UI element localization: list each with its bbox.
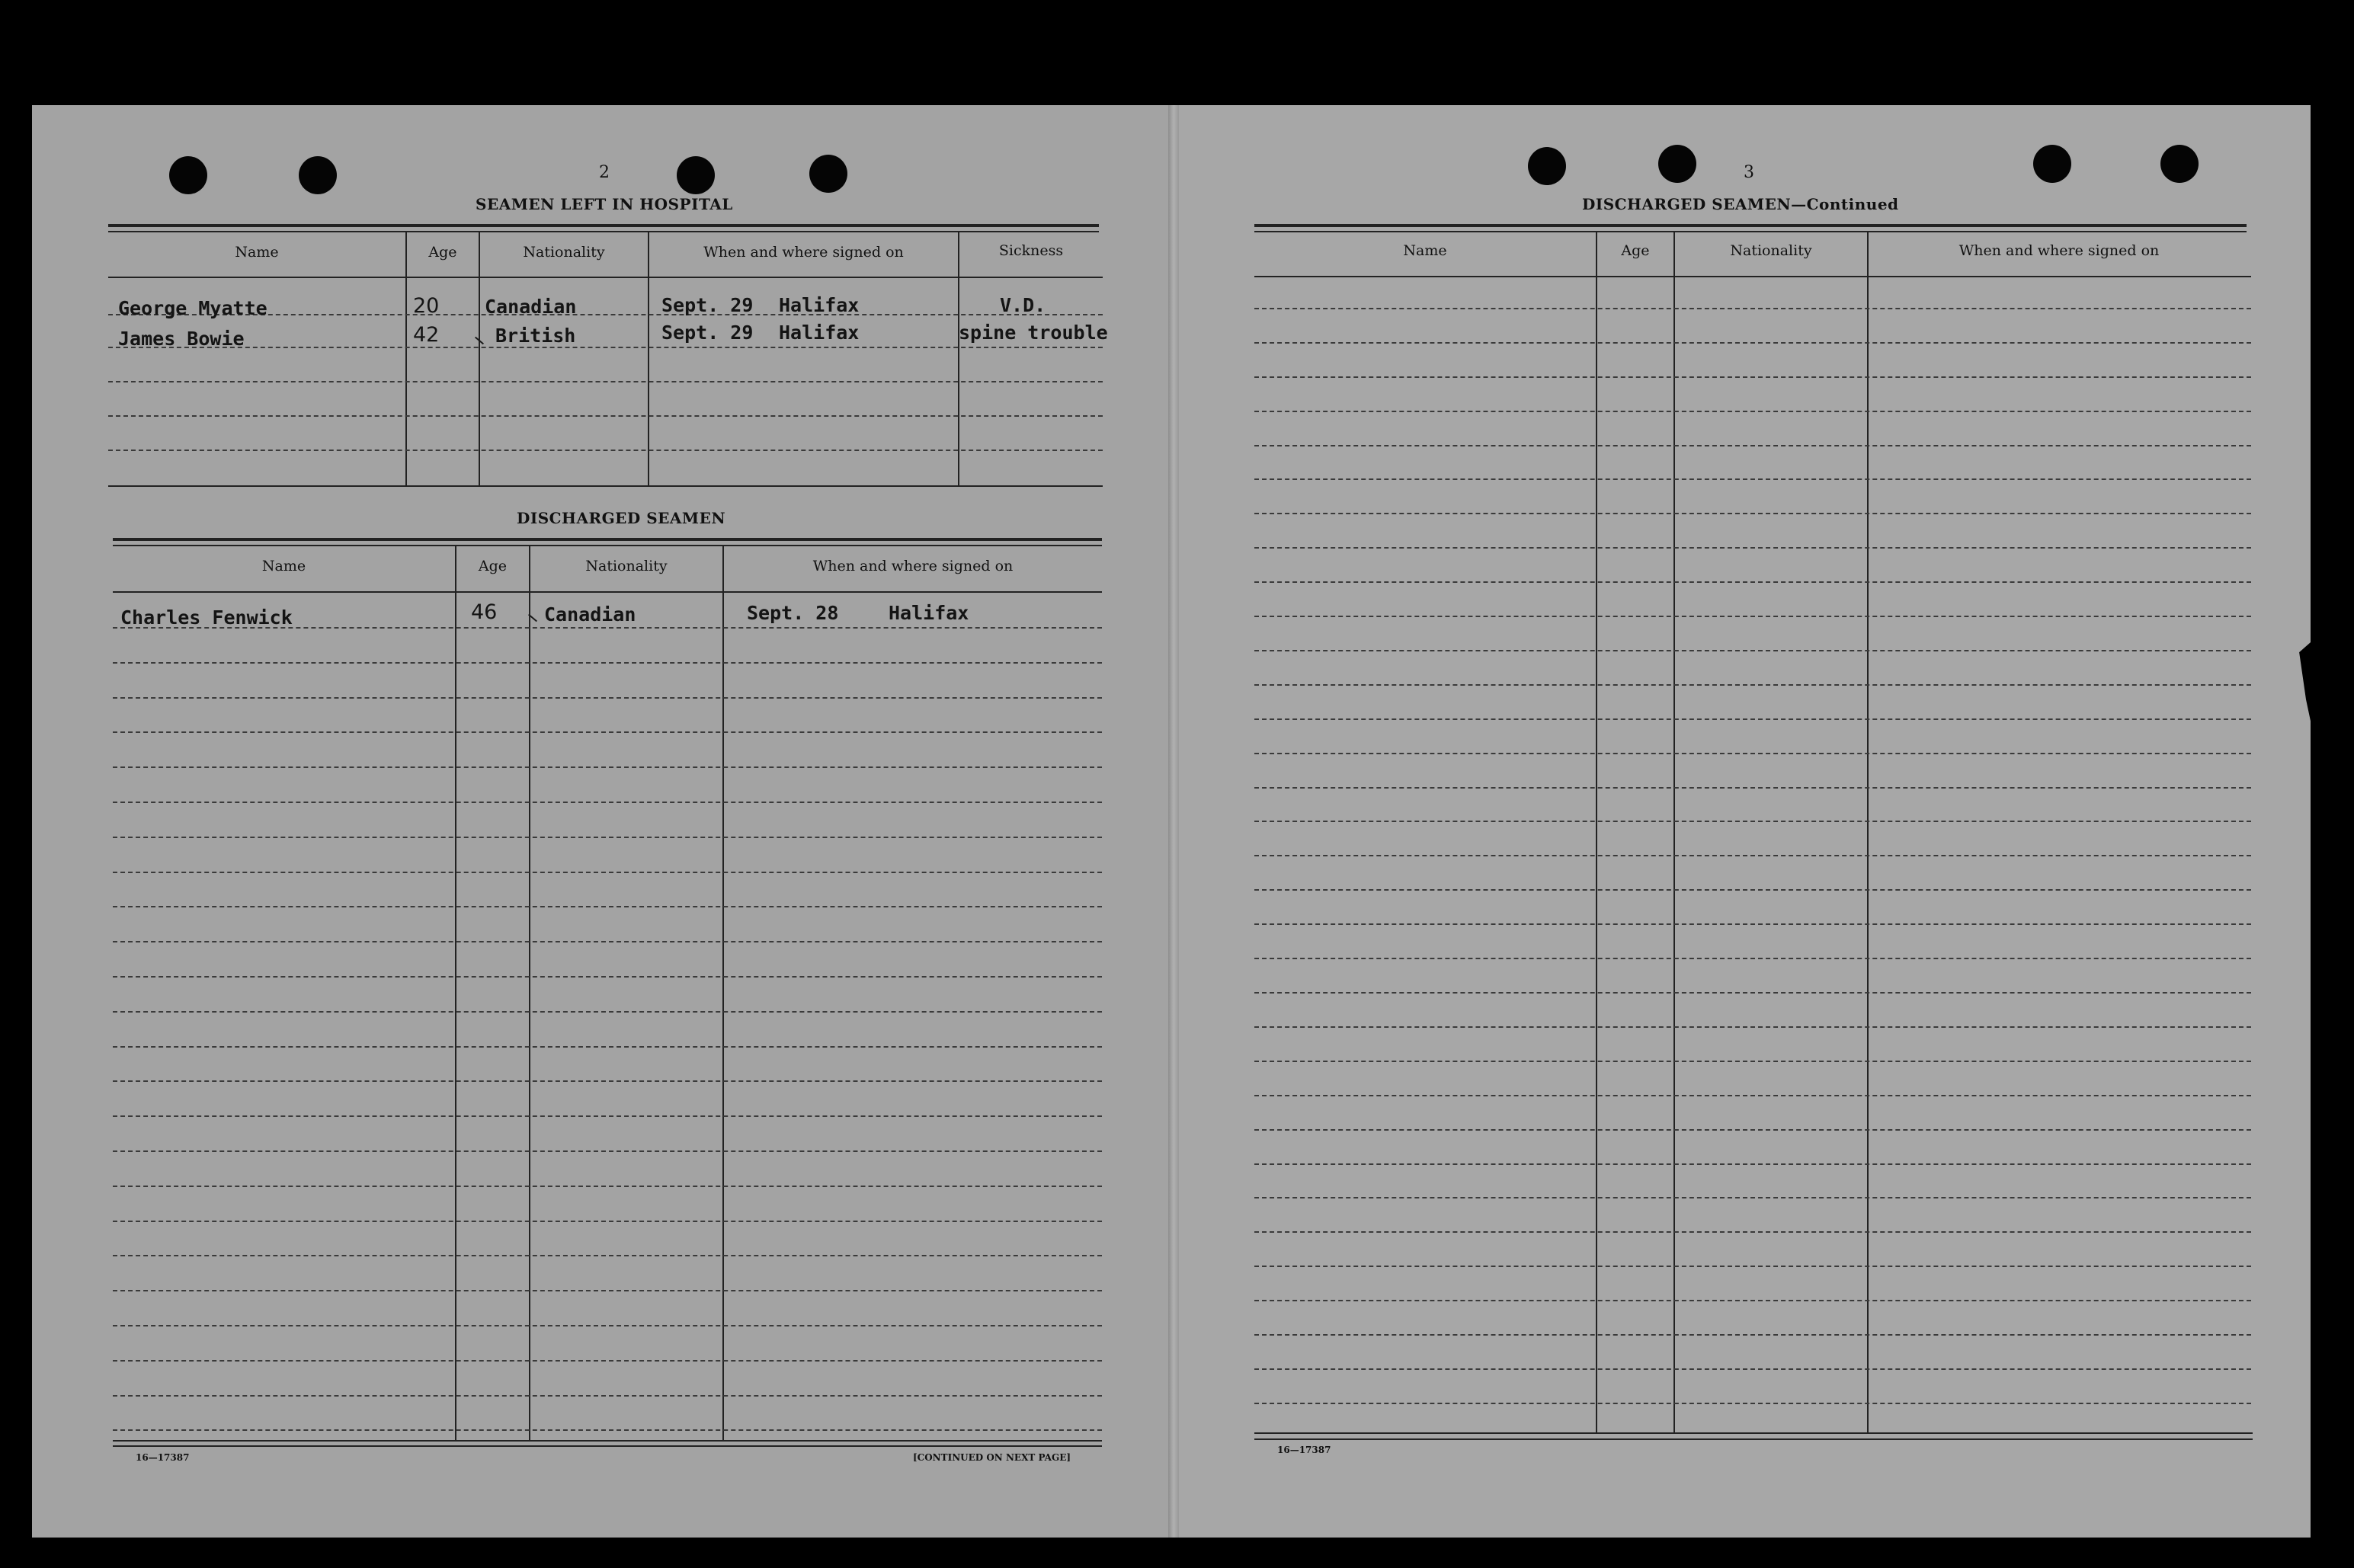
- row-line: [113, 1046, 1102, 1048]
- column-header-signed-on: When and where signed on: [812, 558, 1014, 574]
- table-cell-sickness: spine trouble: [959, 322, 1108, 344]
- table-top-rule: [108, 231, 1099, 232]
- table-bottom-rule: [1254, 1438, 2253, 1440]
- row-line: [113, 1080, 1102, 1082]
- row-line: [108, 347, 1103, 348]
- column-header-age: Age: [428, 244, 457, 261]
- row-line: [1254, 1026, 2251, 1028]
- table-cell-name: Charles Fenwick: [120, 606, 293, 629]
- row-line: [1254, 1197, 2251, 1198]
- header-rule: [113, 591, 1102, 593]
- row-line: [1254, 753, 2251, 754]
- row-line: [1254, 992, 2251, 994]
- row-line: [1254, 478, 2251, 480]
- page-fold: [1168, 105, 1179, 1538]
- column-divider: [722, 545, 724, 1440]
- row-line: [1254, 376, 2251, 378]
- column-header-signed-on: When and where signed on: [1958, 242, 2160, 259]
- page-number: 3: [1744, 163, 1754, 182]
- row-line: [1254, 1095, 2251, 1096]
- row-line: [113, 1186, 1102, 1187]
- table-bottom-rule: [113, 1445, 1102, 1447]
- discharged-continued-title: DISCHARGED SEAMEN—Continued: [1582, 195, 1899, 213]
- row-line: [1254, 855, 2251, 856]
- row-line: [113, 662, 1102, 664]
- column-header-nationality: Nationality: [585, 558, 668, 574]
- row-line: [113, 1221, 1102, 1222]
- punch-hole: [169, 156, 207, 194]
- column-header-nationality: Nationality: [523, 244, 605, 261]
- table-cell-date: Sept. 29: [661, 322, 754, 344]
- row-line: [113, 872, 1102, 873]
- row-line: [113, 1395, 1102, 1397]
- row-line: [113, 802, 1102, 803]
- punch-hole: [1658, 145, 1696, 183]
- row-line: [1254, 1334, 2251, 1336]
- left-page: [32, 105, 1175, 1538]
- table-top-rule: [1254, 224, 2247, 227]
- table-cell-place: Halifax: [779, 322, 860, 344]
- row-line: [1254, 445, 2251, 446]
- row-line: [1254, 1129, 2251, 1131]
- column-header-name: Name: [1403, 242, 1447, 259]
- row-line: [1254, 923, 2251, 925]
- row-line: [113, 1115, 1102, 1117]
- punch-hole: [677, 156, 715, 194]
- row-line: [1254, 547, 2251, 549]
- punch-hole: [1528, 147, 1566, 185]
- table-cell-age: 20: [413, 294, 440, 318]
- row-line: [113, 1255, 1102, 1256]
- row-line: [1254, 1403, 2251, 1404]
- row-line: [108, 381, 1103, 382]
- row-line: [113, 1011, 1102, 1013]
- row-line: [1254, 1163, 2251, 1165]
- row-line: [1254, 1266, 2251, 1267]
- row-line: [1254, 650, 2251, 651]
- table-cell-age: 42: [413, 323, 440, 347]
- row-line: [113, 766, 1102, 768]
- row-line: [1254, 581, 2251, 583]
- row-line: [113, 1150, 1102, 1152]
- punch-hole: [2033, 145, 2071, 183]
- column-header-age: Age: [478, 558, 508, 574]
- column-header-nationality: Nationality: [1730, 242, 1812, 259]
- table-bottom-rule: [108, 485, 1103, 487]
- form-number: 16—17387: [136, 1452, 190, 1463]
- row-line: [113, 906, 1102, 907]
- punch-hole: [809, 155, 847, 193]
- column-divider: [405, 231, 407, 485]
- table-cell-date: Sept. 28: [747, 602, 839, 624]
- header-rule: [1254, 276, 2251, 277]
- table-cell-sickness: V.D.: [1000, 294, 1046, 316]
- column-header-name: Name: [235, 244, 279, 261]
- table-top-rule: [113, 538, 1102, 541]
- row-line: [1254, 821, 2251, 822]
- table-top-rule: [1254, 231, 2247, 232]
- table-cell-place: Halifax: [889, 602, 969, 624]
- table-cell-nationality: Canadian: [485, 296, 577, 318]
- table-bottom-rule: [113, 1440, 1102, 1442]
- punch-hole: [2160, 145, 2199, 183]
- row-line: [113, 1325, 1102, 1326]
- form-number: 16—17387: [1277, 1445, 1331, 1455]
- row-line: [113, 837, 1102, 838]
- column-header-sickness: Sickness: [998, 242, 1064, 259]
- row-line: [1254, 787, 2251, 789]
- table-cell-age: 46: [471, 600, 498, 624]
- continued-note: [CONTINUED ON NEXT PAGE]: [913, 1452, 1071, 1463]
- row-line: [113, 976, 1102, 978]
- column-header-age: Age: [1621, 242, 1650, 259]
- column-divider: [455, 545, 456, 1440]
- table-cell-date: Sept. 29: [661, 294, 754, 316]
- table-cell-place: Halifax: [779, 294, 860, 316]
- row-line: [1254, 958, 2251, 959]
- column-divider: [529, 545, 530, 1440]
- row-line: [1254, 1300, 2251, 1301]
- row-line: [108, 415, 1103, 417]
- row-line: [1254, 889, 2251, 891]
- table-top-rule: [113, 545, 1102, 546]
- row-line: [1254, 308, 2251, 309]
- hospital-section-title: SEAMEN LEFT IN HOSPITAL: [476, 195, 733, 213]
- table-cell-name: James Bowie: [118, 328, 245, 350]
- row-line: [1254, 1368, 2251, 1370]
- header-rule: [108, 277, 1103, 278]
- table-cell-nationality: Canadian: [544, 603, 636, 626]
- column-header-signed-on: When and where signed on: [703, 244, 904, 261]
- row-line: [1254, 411, 2251, 412]
- column-divider: [479, 231, 480, 485]
- row-line: [1254, 718, 2251, 720]
- page-number: 2: [599, 163, 610, 182]
- row-line: [113, 1360, 1102, 1362]
- column-header-name: Name: [261, 558, 306, 574]
- row-line: [113, 731, 1102, 733]
- punch-hole: [299, 156, 337, 194]
- row-line: [1254, 684, 2251, 686]
- column-divider: [648, 231, 649, 485]
- row-line: [108, 450, 1103, 451]
- row-line: [113, 1290, 1102, 1291]
- table-cell-name: George Myatte: [118, 297, 267, 319]
- table-top-rule: [108, 224, 1099, 227]
- table-cell-nationality: British: [495, 325, 576, 347]
- discharged-section-title: DISCHARGED SEAMEN: [517, 509, 726, 527]
- row-line: [113, 941, 1102, 942]
- row-line: [1254, 616, 2251, 617]
- row-line: [113, 697, 1102, 699]
- row-line: [1254, 1061, 2251, 1062]
- row-line: [113, 1429, 1102, 1431]
- table-bottom-rule: [1254, 1432, 2253, 1434]
- row-line: [1254, 1231, 2251, 1233]
- column-divider: [958, 231, 959, 485]
- row-line: [1254, 342, 2251, 344]
- row-line: [1254, 513, 2251, 514]
